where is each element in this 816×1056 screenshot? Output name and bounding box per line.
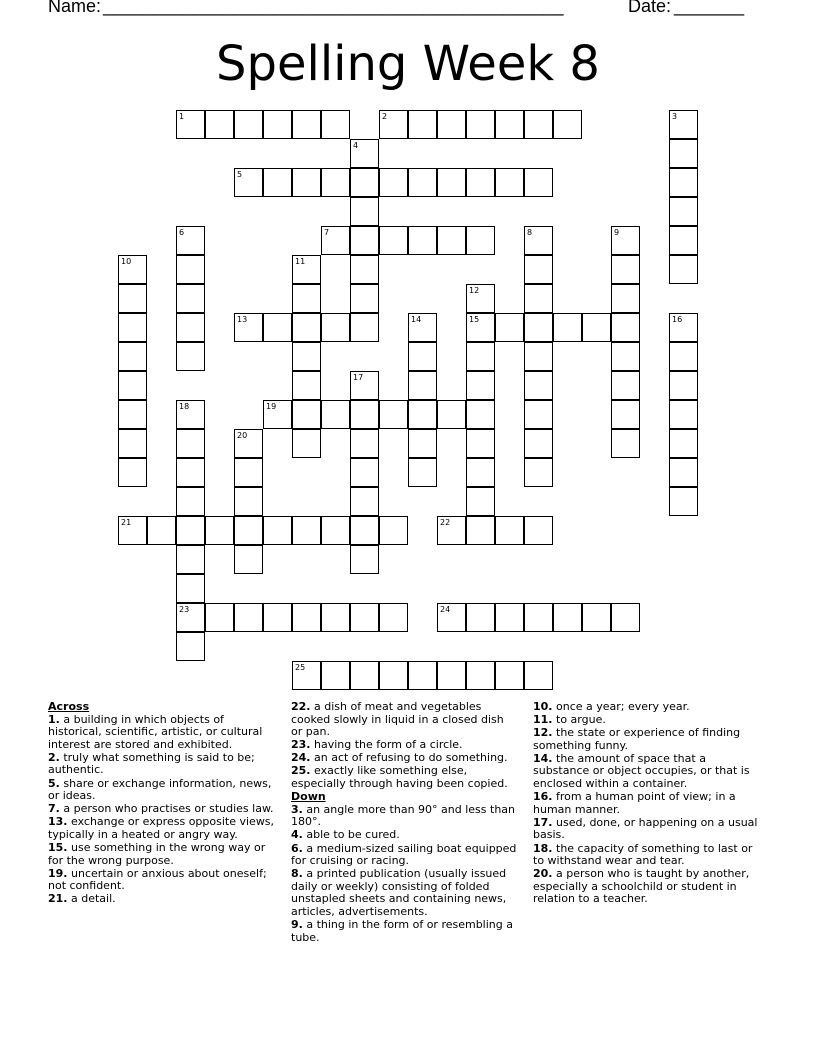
crossword-cell[interactable] <box>669 110 698 139</box>
crossword-cell[interactable] <box>466 487 495 516</box>
crossword-cell[interactable] <box>466 603 495 632</box>
crossword-cell[interactable] <box>234 168 263 197</box>
crossword-cell[interactable] <box>234 545 263 574</box>
crossword-cell[interactable] <box>524 342 553 371</box>
crossword-cell[interactable] <box>350 516 379 545</box>
crossword-cell[interactable] <box>176 400 205 429</box>
crossword-cell[interactable] <box>350 226 379 255</box>
down-clue <box>291 804 517 829</box>
crossword-cell[interactable] <box>524 313 553 342</box>
clue-number-label: 23. <box>291 738 311 752</box>
crossword-cell[interactable] <box>408 429 437 458</box>
date-label: Date: <box>628 0 672 16</box>
crossword-cell[interactable] <box>379 661 408 690</box>
clue-text: use something in the wrong way or for the wrong purpose. <box>48 841 266 867</box>
crossword-cell[interactable] <box>466 661 495 690</box>
clue-text: an act of refusing to do something. <box>314 751 508 765</box>
clue-number: 7 <box>324 228 330 237</box>
crossword-cell[interactable] <box>669 139 698 168</box>
crossword-cell[interactable] <box>292 168 321 197</box>
crossword-cell[interactable] <box>524 429 553 458</box>
crossword-cell[interactable] <box>292 603 321 632</box>
crossword-cell[interactable] <box>176 255 205 284</box>
crossword-cell[interactable] <box>437 603 466 632</box>
crossword-cell[interactable] <box>350 661 379 690</box>
crossword-cell[interactable] <box>321 516 350 545</box>
clue-number-label: 10. <box>533 700 553 713</box>
clue-number: 20 <box>237 431 248 440</box>
crossword-cell[interactable] <box>292 342 321 371</box>
crossword-cell[interactable] <box>669 168 698 197</box>
crossword-cell[interactable] <box>321 603 350 632</box>
crossword-cell[interactable] <box>669 313 698 342</box>
name-label: Name: <box>48 0 102 16</box>
clue-number: 15 <box>469 315 480 324</box>
crossword-cell[interactable] <box>118 342 147 371</box>
crossword-cell[interactable] <box>176 226 205 255</box>
clue-number-label: 1. <box>48 712 60 726</box>
crossword-cell[interactable] <box>176 487 205 516</box>
crossword-cell[interactable] <box>669 255 698 284</box>
crossword-cell[interactable] <box>524 168 553 197</box>
down-clue <box>533 753 765 791</box>
across-clue <box>48 752 280 777</box>
clue-number: 12 <box>469 286 480 295</box>
clue-number-label: 4. <box>291 828 303 842</box>
crossword-cell[interactable] <box>466 458 495 487</box>
header <box>48 0 748 20</box>
crossword-cell[interactable] <box>611 400 640 429</box>
clue-number: 6 <box>179 228 185 237</box>
clue-number-label: 12. <box>533 726 553 740</box>
crossword-cell[interactable] <box>553 313 582 342</box>
clue-number-label: 9. <box>291 918 303 932</box>
crossword-cell[interactable] <box>524 110 553 139</box>
crossword-cell[interactable] <box>466 429 495 458</box>
crossword-cell[interactable] <box>234 313 263 342</box>
across-clue <box>48 816 280 841</box>
crossword-cell[interactable] <box>350 255 379 284</box>
crossword-cell[interactable] <box>466 168 495 197</box>
crossword-cell[interactable] <box>553 603 582 632</box>
crossword-cell[interactable] <box>205 110 234 139</box>
down-clue <box>291 868 517 918</box>
clue-text: to argue. <box>556 713 606 727</box>
date-field-line[interactable]: _______ <box>674 0 745 16</box>
clue-text: uncertain or anxious about oneself; not confident. <box>48 866 267 893</box>
crossword-cell[interactable] <box>408 400 437 429</box>
clue-number: 2 <box>382 112 388 121</box>
crossword-cell[interactable] <box>321 400 350 429</box>
crossword-cell[interactable] <box>466 400 495 429</box>
crossword-cell[interactable] <box>466 284 495 313</box>
clues-column-3 <box>533 701 765 907</box>
crossword-cell[interactable] <box>176 458 205 487</box>
crossword-cell[interactable] <box>176 603 205 632</box>
crossword-cell[interactable] <box>379 168 408 197</box>
clue-number: 19 <box>266 402 277 411</box>
clues-column-2 <box>291 701 517 945</box>
crossword-cell[interactable] <box>524 603 553 632</box>
clues-column-1 <box>48 701 280 907</box>
down-clue <box>533 868 765 906</box>
crossword-cell[interactable] <box>495 661 524 690</box>
crossword-cell[interactable] <box>234 110 263 139</box>
clue-number-label: 21. <box>48 892 68 906</box>
crossword-cell[interactable] <box>466 226 495 255</box>
clue-text: a person who is taught by another, especially a schoolchild or student in relation to a teacher. <box>533 867 750 906</box>
clue-number: 8 <box>527 228 533 237</box>
crossword-cell[interactable] <box>292 371 321 400</box>
crossword-cell[interactable] <box>234 458 263 487</box>
clue-number: 9 <box>614 228 620 237</box>
crossword-cell[interactable] <box>611 429 640 458</box>
crossword-cell[interactable] <box>408 661 437 690</box>
clue-text: share or exchange information, news, or ideas. <box>48 776 272 803</box>
crossword-cell[interactable] <box>350 313 379 342</box>
clue-number: 22 <box>440 518 451 527</box>
crossword-cell[interactable] <box>379 400 408 429</box>
crossword-cell[interactable] <box>669 458 698 487</box>
clue-number: 14 <box>411 315 422 324</box>
crossword-cell[interactable] <box>263 313 292 342</box>
crossword-cell[interactable] <box>350 458 379 487</box>
crossword-cell[interactable] <box>553 110 582 139</box>
clue-number: 3 <box>672 112 678 121</box>
crossword-cell[interactable] <box>408 342 437 371</box>
down-clue <box>291 843 517 868</box>
clue-number: 13 <box>237 315 248 324</box>
page-title: Spelling Week 8 <box>216 36 600 92</box>
clue-text: a building in which objects of historical, scientific, artistic, or cultural interest are stored and exhibited. <box>48 712 263 751</box>
clue-number: 18 <box>179 402 190 411</box>
clue-number: 23 <box>179 605 190 614</box>
crossword-cell[interactable] <box>669 371 698 400</box>
clue-number: 24 <box>440 605 451 614</box>
down-clue <box>533 791 765 816</box>
crossword-cell[interactable] <box>205 516 234 545</box>
clue-text: truly what something is said to be; authentic. <box>48 750 255 777</box>
clue-number-label: 2. <box>48 750 60 764</box>
across-clue <box>48 714 280 752</box>
crossword-cell[interactable] <box>321 226 350 255</box>
across-clue <box>48 868 280 893</box>
crossword-cell[interactable] <box>611 226 640 255</box>
down-heading: Down <box>291 790 326 804</box>
crossword-cell[interactable] <box>466 342 495 371</box>
crossword-cell[interactable] <box>611 342 640 371</box>
crossword-cell[interactable] <box>321 168 350 197</box>
clue-number-label: 17. <box>533 815 553 829</box>
clue-text: the amount of space that a substance or object occupies, or that is enclosed within a container. <box>533 751 750 791</box>
crossword-cell[interactable] <box>321 110 350 139</box>
clue-number: 5 <box>237 170 243 179</box>
crossword-cell[interactable] <box>176 284 205 313</box>
crossword-cell[interactable] <box>408 168 437 197</box>
clue-text: exactly like something else, especially through having been copied. <box>291 764 508 791</box>
clue-text: a dish of meat and vegetables cooked slowly in liquid in a closed dish or pan. <box>291 700 504 739</box>
down-clue <box>533 817 765 842</box>
clue-number-label: 18. <box>533 841 553 855</box>
clue-number-label: 24. <box>291 751 311 765</box>
clue-text: a printed publication (usually issued daily or weekly) consisting of folded unstapled sheets and containing news, articles, advertisements. <box>291 867 507 918</box>
crossword-cell[interactable] <box>350 603 379 632</box>
clue-text: exchange or express opposite views, typically in a heated or angry way. <box>48 815 275 841</box>
clue-number-label: 6. <box>291 841 303 855</box>
crossword-cell[interactable] <box>263 110 292 139</box>
clue-number: 17 <box>353 373 364 382</box>
crossword-cell[interactable] <box>437 226 466 255</box>
clue-number: 10 <box>121 257 132 266</box>
crossword-cell[interactable] <box>292 400 321 429</box>
down-clue <box>291 919 517 944</box>
crossword-cell[interactable] <box>176 632 205 661</box>
crossword-cell[interactable] <box>611 603 640 632</box>
crossword-cell[interactable] <box>350 168 379 197</box>
clue-text: able to be cured. <box>306 828 400 842</box>
crossword-cell[interactable] <box>234 603 263 632</box>
crossword-cell[interactable] <box>495 110 524 139</box>
crossword-cell[interactable] <box>466 371 495 400</box>
crossword-cell[interactable] <box>437 168 466 197</box>
clue-text: from a human point of view; in a human manner. <box>533 790 736 816</box>
crossword-cell[interactable] <box>582 603 611 632</box>
crossword-cell[interactable] <box>524 458 553 487</box>
crossword-cell[interactable] <box>118 516 147 545</box>
crossword-cell[interactable] <box>408 458 437 487</box>
crossword-cell[interactable] <box>118 371 147 400</box>
across-clue <box>291 739 517 752</box>
crossword-cell[interactable] <box>292 661 321 690</box>
across-clue <box>48 842 280 867</box>
across-clue <box>291 701 517 739</box>
crossword-cell[interactable] <box>669 342 698 371</box>
clue-number-label: 16. <box>533 790 553 804</box>
crossword-cell[interactable] <box>118 284 147 313</box>
crossword-cell[interactable] <box>350 429 379 458</box>
crossword-cell[interactable] <box>524 284 553 313</box>
crossword-cell[interactable] <box>495 603 524 632</box>
clue-number-label: 13. <box>48 815 68 829</box>
clue-text: a detail. <box>71 892 116 906</box>
clue-number-label: 11. <box>533 713 553 727</box>
crossword-cell[interactable] <box>234 429 263 458</box>
across-clue <box>48 778 280 803</box>
crossword-cell[interactable] <box>408 313 437 342</box>
clue-number-label: 22. <box>291 700 311 713</box>
crossword-cell[interactable] <box>524 516 553 545</box>
across-heading: Across <box>48 700 90 713</box>
crossword-cell[interactable] <box>292 516 321 545</box>
crossword-cell[interactable] <box>524 371 553 400</box>
crossword-cell[interactable] <box>379 603 408 632</box>
crossword-cell[interactable] <box>669 487 698 516</box>
crossword-cell[interactable] <box>466 516 495 545</box>
clue-number: 4 <box>353 141 359 150</box>
clue-number-label: 15. <box>48 841 68 855</box>
crossword-cell[interactable] <box>669 400 698 429</box>
across-clue <box>48 803 280 816</box>
crossword-cell[interactable] <box>234 487 263 516</box>
crossword-cell[interactable] <box>611 313 640 342</box>
clue-text: used, done, or happening on a usual basis. <box>533 815 758 842</box>
clue-number: 16 <box>672 315 683 324</box>
crossword-cell[interactable] <box>263 168 292 197</box>
crossword-cell[interactable] <box>292 429 321 458</box>
clue-number-label: 25. <box>291 764 311 778</box>
clue-text: a person who practises or studies law. <box>63 802 274 816</box>
down-clue <box>291 829 517 842</box>
clue-number-label: 8. <box>291 867 303 881</box>
crossword-cell[interactable] <box>350 371 379 400</box>
crossword-cell[interactable] <box>524 255 553 284</box>
clue-text: a thing in the form of or resembling a tube. <box>291 918 513 944</box>
crossword-cell[interactable] <box>495 168 524 197</box>
crossword-cell[interactable] <box>292 255 321 284</box>
down-clue <box>533 727 765 752</box>
crossword-cell[interactable] <box>118 429 147 458</box>
crossword-cell[interactable] <box>379 110 408 139</box>
crossword-cell[interactable] <box>350 197 379 226</box>
crossword-cell[interactable] <box>176 313 205 342</box>
clue-number: 25 <box>295 663 306 672</box>
crossword-cell[interactable] <box>524 400 553 429</box>
crossword-cell[interactable] <box>176 429 205 458</box>
clue-text: a medium-sized sailing boat equipped for cruising or racing. <box>291 841 517 868</box>
crossword-cell[interactable] <box>350 400 379 429</box>
crossword-cell[interactable] <box>350 139 379 168</box>
crossword-cell[interactable] <box>379 226 408 255</box>
down-clue <box>533 701 765 714</box>
crossword-cell[interactable] <box>321 313 350 342</box>
crossword-cell[interactable] <box>176 545 205 574</box>
crossword-cell[interactable] <box>176 110 205 139</box>
crossword-cell[interactable] <box>466 313 495 342</box>
crossword-cell[interactable] <box>669 197 698 226</box>
down-clue <box>533 714 765 727</box>
crossword-cell[interactable] <box>118 313 147 342</box>
crossword-cell[interactable] <box>611 255 640 284</box>
crossword-cell[interactable] <box>176 574 205 603</box>
clue-number-label: 19. <box>48 866 68 880</box>
crossword-cell[interactable] <box>437 110 466 139</box>
crossword-cell[interactable] <box>118 458 147 487</box>
crossword-cell[interactable] <box>321 661 350 690</box>
clue-number-label: 5. <box>48 776 60 790</box>
crossword-cell[interactable] <box>379 516 408 545</box>
clue-text: the capacity of something to last or to withstand wear and tear. <box>533 841 753 868</box>
crossword-cell[interactable] <box>669 226 698 255</box>
crossword-cell[interactable] <box>350 545 379 574</box>
crossword-cell[interactable] <box>205 603 234 632</box>
clue-text: having the form of a circle. <box>314 738 463 752</box>
clue-number: 1 <box>179 112 185 121</box>
across-clue <box>48 893 280 906</box>
clue-number-label: 3. <box>291 802 303 816</box>
clue-text: the state or experience of finding something funny. <box>533 726 741 752</box>
crossword-cell[interactable] <box>437 661 466 690</box>
crossword-cell[interactable] <box>437 400 466 429</box>
crossword-cell[interactable] <box>176 516 205 545</box>
clue-text: an angle more than 90° and less than 180°. <box>291 802 516 829</box>
crossword-cell[interactable] <box>263 400 292 429</box>
crossword-cell[interactable] <box>350 487 379 516</box>
crossword-cell[interactable] <box>524 226 553 255</box>
crossword-cell[interactable] <box>118 400 147 429</box>
crossword-cell[interactable] <box>408 226 437 255</box>
clue-number-label: 7. <box>48 802 60 816</box>
crossword-cell[interactable] <box>408 371 437 400</box>
crossword-cell[interactable] <box>495 313 524 342</box>
crossword-cell[interactable] <box>437 516 466 545</box>
crossword-cell[interactable] <box>495 516 524 545</box>
clue-number-label: 14. <box>533 751 553 765</box>
crossword-cell[interactable] <box>292 110 321 139</box>
across-clue <box>291 765 517 790</box>
clue-number: 11 <box>295 257 306 266</box>
crossword-cell[interactable] <box>263 516 292 545</box>
crossword-cell[interactable] <box>118 255 147 284</box>
crossword-cell[interactable] <box>147 516 176 545</box>
crossword-cell[interactable] <box>263 603 292 632</box>
clue-number: 21 <box>121 518 132 527</box>
clue-number-label: 20. <box>533 867 553 881</box>
name-field-line[interactable]: ______________________________________________ <box>103 0 564 16</box>
crossword-cell[interactable] <box>292 284 321 313</box>
down-clue <box>533 843 765 868</box>
crossword-cell[interactable] <box>611 284 640 313</box>
crossword-cell[interactable] <box>350 284 379 313</box>
across-clue <box>291 752 517 765</box>
crossword-cell[interactable] <box>582 313 611 342</box>
crossword-cell[interactable] <box>408 110 437 139</box>
clue-text: once a year; every year. <box>556 700 690 713</box>
crossword-cell[interactable] <box>234 516 263 545</box>
crossword-cell[interactable] <box>524 661 553 690</box>
crossword-cell[interactable] <box>611 371 640 400</box>
crossword-cell[interactable] <box>466 110 495 139</box>
crossword-cell[interactable] <box>292 313 321 342</box>
crossword-cell[interactable] <box>176 342 205 371</box>
crossword-cell[interactable] <box>669 429 698 458</box>
